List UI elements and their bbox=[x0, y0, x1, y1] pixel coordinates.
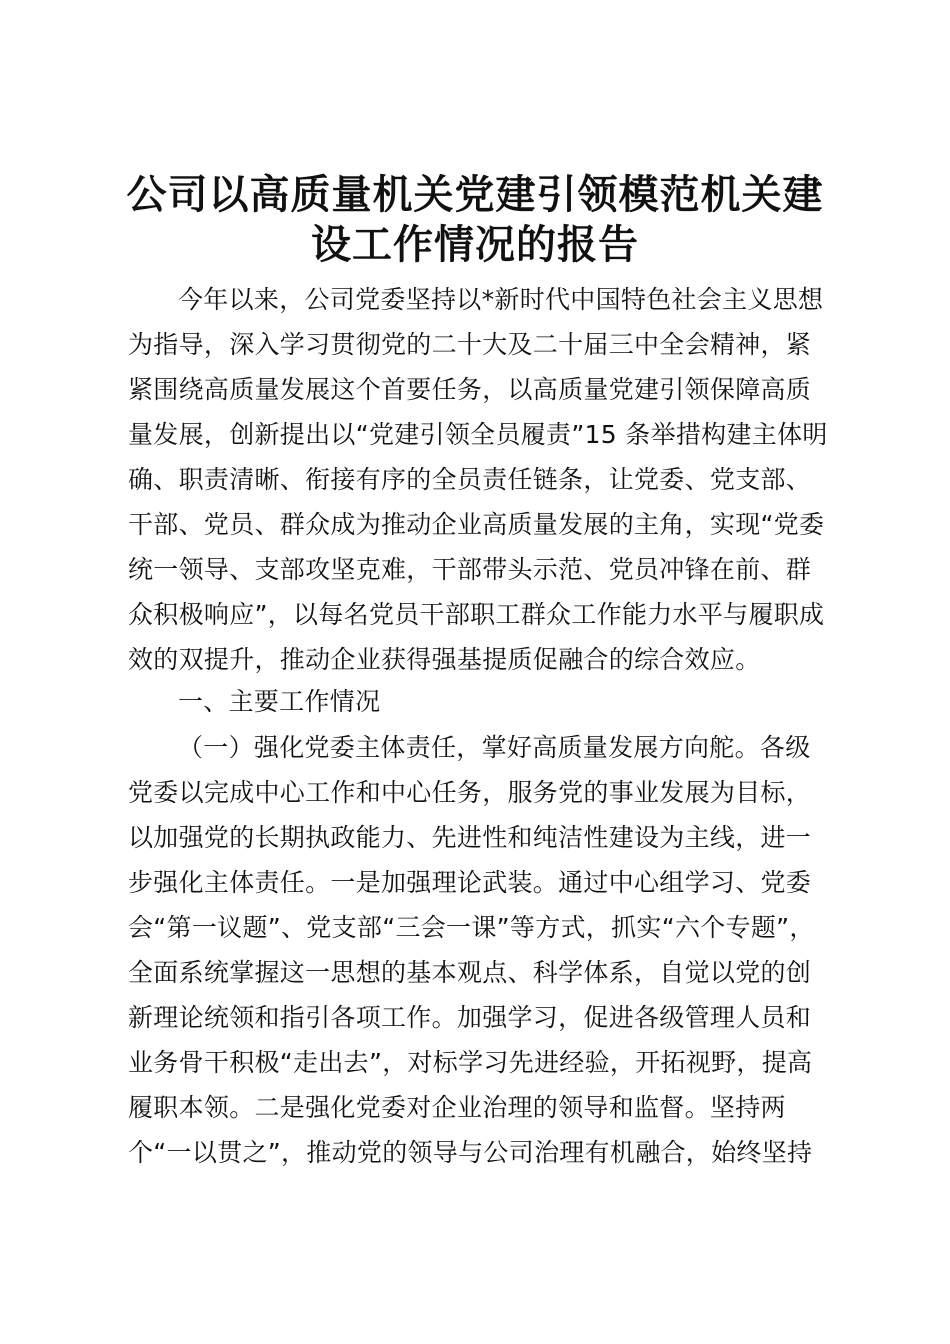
paragraph-line: 今年以来，公司党委坚持以*新时代中国特色社会主义思想 bbox=[178, 285, 824, 314]
paragraph-line: 确、职责清晰、衔接有序的全员责任链条，让党委、党支部、 bbox=[128, 465, 812, 494]
paragraph-line: 效的双提升，推动企业获得强基提质促融合的综合效应。 bbox=[128, 645, 761, 674]
paragraph-line: 紧围绕高质量发展这个首要任务，以高质量党建引领保障高质 bbox=[128, 375, 812, 404]
paragraph-line: 量发展，创新提出以“党建引领全员履责”15 条举措构建主体明 bbox=[128, 420, 828, 449]
paragraph-line: 党委以完成中心工作和中心任务，服务党的事业发展为目标， bbox=[128, 778, 812, 807]
document-title-line-1: 公司以高质量机关党建引领模范机关建 bbox=[126, 172, 824, 218]
paragraph-line: 个“一以贯之”，推动党的领导与公司治理有机融合，始终坚持 bbox=[128, 1138, 813, 1167]
paragraph-line: 业务骨干积极“走出去”，对标学习先进经验，开拓视野，提高 bbox=[128, 1048, 813, 1077]
paragraph-line: 全面系统掌握这一思想的基本观点、科学体系，自觉以党的创 bbox=[128, 958, 812, 987]
paragraph-line: 步强化主体责任。一是加强理论武装。通过中心组学习、党委 bbox=[128, 868, 812, 897]
paragraph-line: 干部、党员、群众成为推动企业高质量发展的主角，实现“党委 bbox=[128, 510, 825, 539]
paragraph-line: 会“第一议题”、党支部“三会一课”等方式，抓实“六个专题”， bbox=[128, 913, 815, 942]
paragraph-line: 新理论统领和指引各项工作。加强学习，促进各级管理人员和 bbox=[128, 1003, 812, 1032]
document-title-line-2: 设工作情况的报告 bbox=[311, 222, 639, 268]
paragraph-line: 众积极响应”，以每名党员干部职工群众工作能力水平与履职成 bbox=[128, 600, 825, 629]
paragraph-line: 以加强党的长期执政能力、先进性和纯洁性建设为主线，进一 bbox=[128, 823, 812, 852]
paragraph-line: 为指导，深入学习贯彻党的二十大及二十届三中全会精神，紧 bbox=[128, 330, 812, 359]
section-heading: 一、主要工作情况 bbox=[178, 687, 381, 716]
paragraph-line: 统一领导、支部攻坚克难，干部带头示范、党员冲锋在前、群 bbox=[128, 555, 812, 584]
paragraph-line: 履职本领。二是强化党委对企业治理的领导和监督。坚持两 bbox=[128, 1093, 786, 1122]
subsection-line: （一）强化党委主体责任，掌好高质量发展方向舵。各级 bbox=[178, 733, 811, 762]
